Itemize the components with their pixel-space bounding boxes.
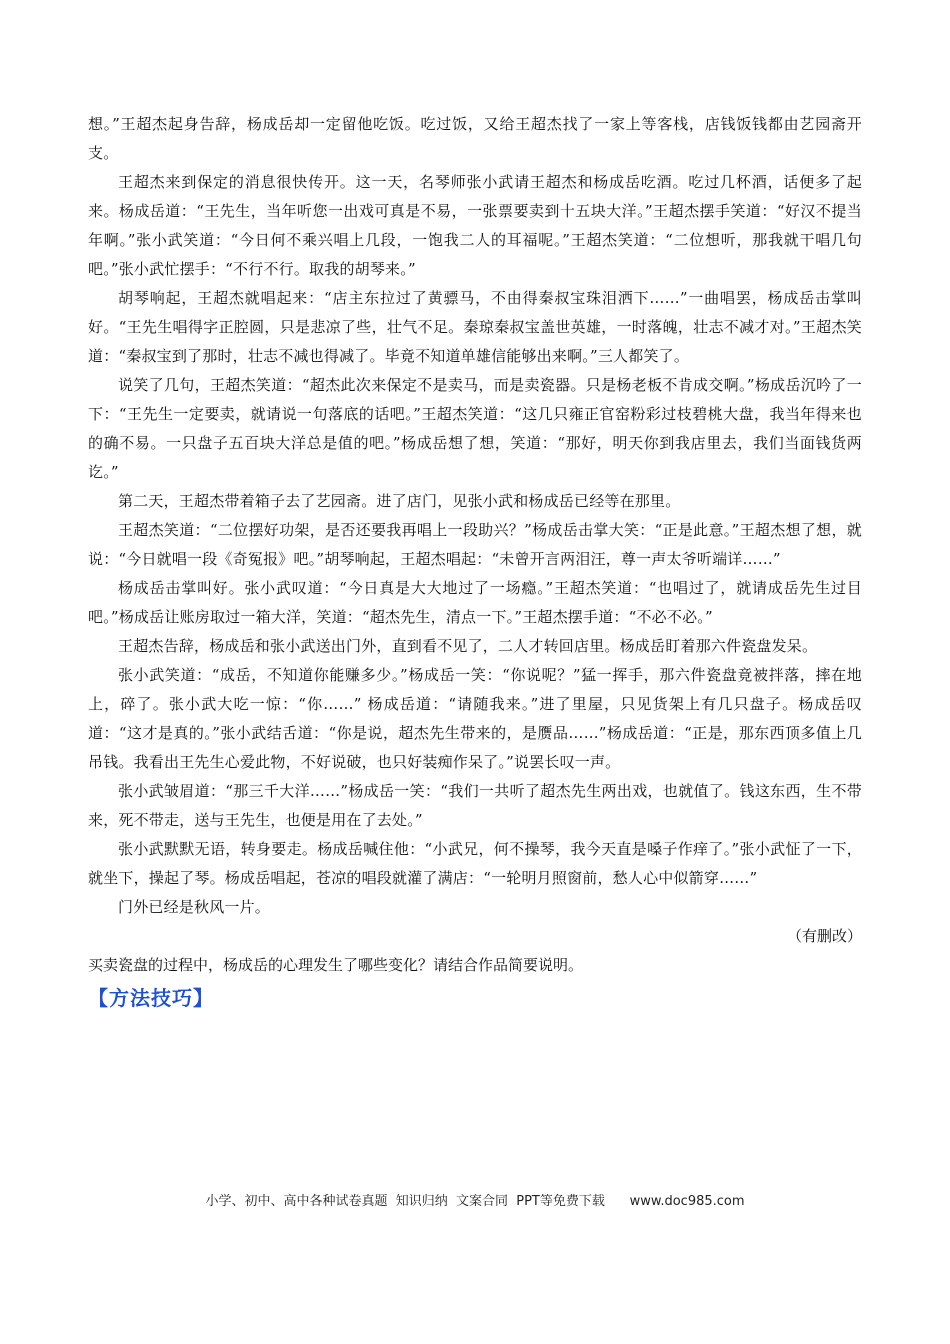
exam-question: 买卖瓷盘的过程中，杨成岳的心理发生了哪些变化？请结合作品简要说明。 <box>88 956 584 974</box>
source-note: （有删改） <box>786 927 862 945</box>
footer-banner: 小学、初中、高中各种试卷真题 知识归纳 文案合同 PPT等免费下载 www.doc985.com <box>205 1194 745 1209</box>
section-heading-method-tips: 【方法技巧】 <box>88 986 214 1010</box>
paragraph-2: 王超杰来到保定的消息很快传开。这一天，名琴师张小武请王超杰和杨成岳吃酒。吃过几杯酒，话便多了起来。杨成岳道：“王先生，当年听您一出戏可真是不易，一张票要卖到十五块大洋。”王超杰摆手笑道：“好汉不提当年啊。”张小武笑道：“今日何不乘兴唱上几段，一饱我二人的耳福呢。”王超杰笑道：“二位想听，那我就干唱几句吧。”张小武忙摆手：“不行不行。取我的胡琴来。” <box>88 173 862 278</box>
paragraph-11: 张小武默默无语，转身要走。杨成岳喊住他：“小武兄，何不操琴，我今天直是嗓子作痒了。”张小武怔了一下，就坐下，操起了琴。杨成岳唱起，苍凉的唱段就灌了满店：“一轮明月照窗前，愁人心中似箭穿……” <box>88 840 862 887</box>
paragraph-1: 想。”王超杰起身告辞，杨成岳却一定留他吃饭。吃过饭，又给王超杰找了一家上等客栈，店钱饭钱都由艺园斋开支。 <box>88 115 862 162</box>
paragraph-9: 张小武笑道：“成岳，不知道你能赚多少。”杨成岳一笑：“你说呢？”猛一挥手，那六件瓷盘竟被拌落，摔在地上，碎了。张小武大吃一惊：“你……” 杨成岳道：“请随我来。”进了里屋，只见货架上有几只盘子。杨成岳叹道：“这才是真的。”张小武结舌道：“你是说，超杰先生带来的，是赝品……”杨成岳道：“正是，那东西顶多值上几吊钱。我看出王先生心爱此物，不好说破，也只好装痴作呆了。”说罢长叹一声。 <box>88 666 862 771</box>
article-body <box>88 110 862 1014</box>
paragraph-8: 王超杰告辞，杨成岳和张小武送出门外，直到看不见了，二人才转回店里。杨成岳盯着那六件瓷盘发呆。 <box>118 637 818 655</box>
paragraph-3: 胡琴响起，王超杰就唱起来：“店主东拉过了黄骠马，不由得秦叔宝珠泪洒下……”一曲唱罢，杨成岳击掌叫好。“王先生唱得字正腔圆，只是悲凉了些，壮气不足。秦琼秦叔宝盖世英雄，一时落魄，壮志不减才对。”王超杰笑道：“秦叔宝到了那时，壮志不减也得减了。毕竟不知道单雄信能够出来啊。”三人都笑了。 <box>88 289 862 365</box>
paragraph-4: 说笑了几句，王超杰笑道：“超杰此次来保定不是卖马，而是卖瓷器。只是杨老板不肯成交啊。”杨成岳沉吟了一下：“王先生一定要卖，就请说一句落底的话吧。”王超杰笑道：“这几只雍正官窑粉彩过枝碧桃大盘，我当年得来也的确不易。一只盘子五百块大洋总是值的吧。”杨成岳想了想，笑道：“那好，明天你到我店里去，我们当面钱货两讫。” <box>88 376 862 481</box>
paragraph-7: 杨成岳击掌叫好。张小武叹道：“今日真是大大地过了一场瘾。”王超杰笑道：“也唱过了，就请成岳先生过目吧。”杨成岳让账房取过一箱大洋，笑道：“超杰先生，清点一下。”王超杰摆手道：“不必不必。” <box>88 579 862 626</box>
paragraph-5: 第二天，王超杰带着箱子去了艺园斋。进了店门，见张小武和杨成岳已经等在那里。 <box>118 492 681 510</box>
paragraph-12: 门外已经是秋风一片。 <box>118 898 271 916</box>
paragraph-10: 张小武皱眉道：“那三千大洋……”杨成岳一笑：“我们一共听了超杰先生两出戏，也就值了。钱这东西，生不带来，死不带走，送与王先生，也便是用在了去处。” <box>88 782 862 829</box>
paragraph-6: 王超杰笑道：“二位摆好功架，是否还要我再唱上一段助兴？”杨成岳击掌大笑：“正是此意。”王超杰想了想，就说：“今日就唱一段《奇冤报》吧。”胡琴响起，王超杰唱起：“未曾开言两泪汪，尊一声太爷听端详……” <box>88 521 862 568</box>
